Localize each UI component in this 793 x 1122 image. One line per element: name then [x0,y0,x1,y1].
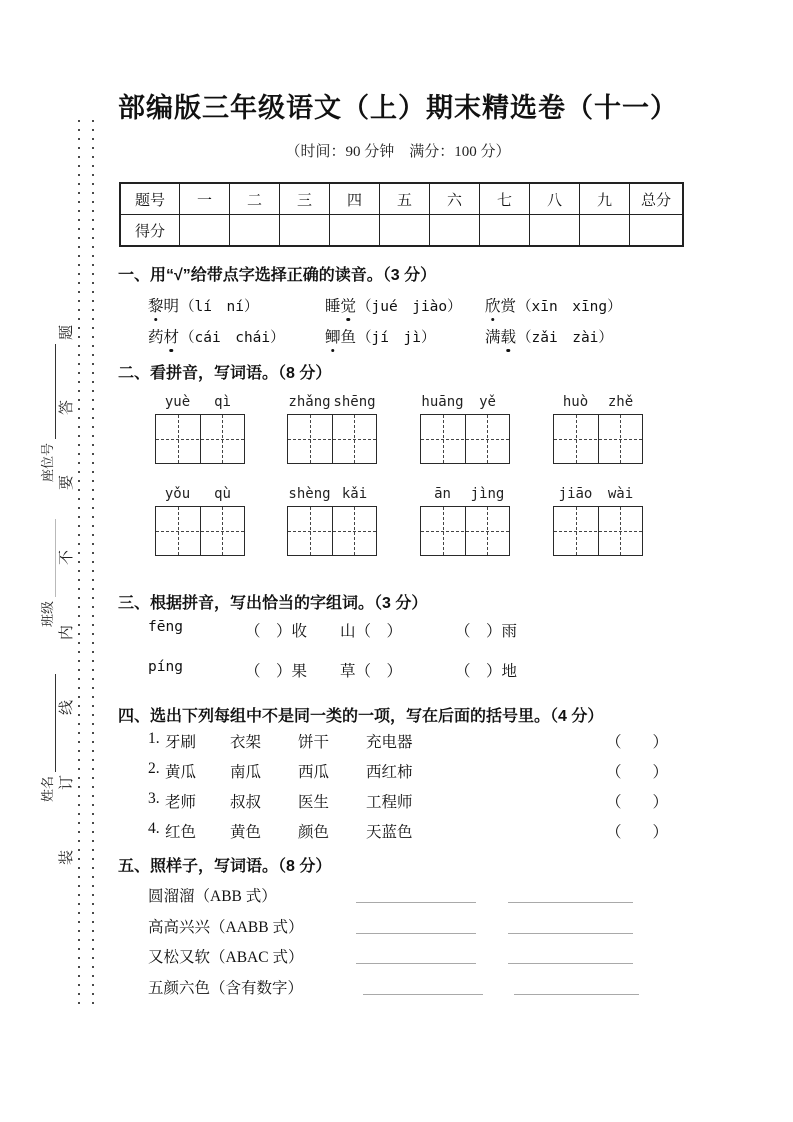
word: 红色 [165,824,197,841]
section4-heading: 四、选出下列每组中不是同一类的一项，写在后面的括号里。（4 分） [118,708,604,725]
score-table-header-cell: 题号 [120,183,180,215]
word: 衣架 [230,734,262,751]
pinyin-write-grid [287,486,377,556]
pinyin-label: zhě [607,394,634,410]
word-blank: （ ）雨 [455,623,518,640]
score-table-header-cell: 七 [480,183,530,215]
pinyin-label: zhǎng [288,394,331,410]
word: 充电器 [366,734,413,751]
writing-grid [420,506,510,556]
score-cell [330,215,380,247]
score-table-header-row [120,183,683,215]
score-table-header-cell: 八 [530,183,580,215]
word-blank: （ ）果 [245,663,308,680]
pinyin-label: huò [562,394,589,410]
score-table-header-cell: 三 [280,183,330,215]
score-cell [430,215,480,247]
pinyin-label: jìng [470,486,505,502]
word-blank: （ ）收 [245,623,308,640]
answer-bracket: （ ） [606,794,669,811]
pinyin-label: wài [607,486,634,502]
score-cell [230,215,280,247]
answer-bracket: （ ） [606,824,669,841]
pinyin-write-grid [553,486,643,556]
pinyin-label: yě [479,394,496,410]
score-cell [280,215,330,247]
writing-grid [420,414,510,464]
section5-item [118,884,684,908]
section4-item [118,790,684,814]
score-row-label: 得分 [120,215,180,247]
pinyin-label: kǎi [341,486,368,502]
word: 老师 [165,794,197,811]
student-name-label: 姓名 [40,775,55,802]
answer-blank [508,884,633,903]
reading-item: 睡觉（jué jiào） [325,294,462,316]
section5-heading: 五、照样子，写词语。（8 分） [118,858,332,875]
word-blank: 草（ ） [340,663,403,680]
section2-heading: 二、看拼音，写词语。（8 分） [118,365,332,382]
score-cell [580,215,630,247]
score-table [119,182,684,247]
example-word: 又松又软（ABAC 式） [148,949,304,966]
example-word: 五颜六色（含有数字） [148,980,304,997]
word: 西瓜 [298,764,330,781]
section4-item [118,820,684,844]
answer-blank [356,884,476,903]
section1-heading: 一、用“√”给带点字选择正确的读音。（3 分） [118,267,437,284]
reading-item: 满载（zǎi zài） [485,325,613,347]
section4-item [118,730,684,754]
seat-number-blank [43,344,56,439]
example-word: 圆溜溜（ABB 式） [148,888,277,905]
score-table-header-cell: 五 [380,183,430,215]
score-cell [180,215,230,247]
seat-number-field [37,338,55,482]
answer-blank [508,915,633,934]
word: 黄色 [230,824,262,841]
section3-row [118,619,684,643]
word: 天蓝色 [366,824,413,841]
section5-item [118,915,684,939]
answer-blank [363,976,483,995]
class-blank [43,519,56,597]
pinyin-write-grid [155,394,245,464]
word: 工程师 [366,794,413,811]
seat-number-label: 座位号 [40,442,55,482]
score-cell [380,215,430,247]
answer-blank [514,976,639,995]
item-number: 1. [148,730,160,747]
section3-row [118,659,684,683]
score-cell [530,215,580,247]
student-name-field [37,670,55,802]
example-word: 高高兴兴（AABB 式） [148,919,304,936]
word: 西红柿 [366,764,413,781]
class-label: 班级 [40,600,55,627]
reading-item: 黎明（lí ní） [148,294,258,316]
answer-bracket: （ ） [606,764,669,781]
writing-grid [155,414,245,464]
score-table-header-cell: 一 [180,183,230,215]
word: 医生 [298,794,330,811]
answer-blank [508,945,633,964]
word: 饼干 [298,734,330,751]
class-field [37,515,55,627]
pinyin-label: ān [434,486,451,502]
reading-item: 药材（cái chái） [148,325,285,347]
pinyin-label: qì [214,394,231,410]
score-table-header-cell: 二 [230,183,280,215]
writing-grid [287,414,377,464]
section3-heading: 三、根据拼音，写出恰当的字组词。（3 分） [118,595,428,612]
word-blank: 山（ ） [340,623,403,640]
pinyin-label: yǒu [164,486,191,502]
pinyin-label: qù [214,486,231,502]
pinyin-label: fēng [148,619,183,635]
answer-blank [356,945,476,964]
pinyin-write-grid [287,394,377,464]
word: 黄瓜 [165,764,197,781]
section4-item [118,760,684,784]
section1-row [118,294,684,318]
binding-dotted-line-left [78,120,80,1008]
pinyin-write-grid [420,486,510,556]
writing-grid [287,506,377,556]
pinyin-label: píng [148,659,183,675]
score-table-score-row [120,215,683,247]
pinyin-label: shèng [288,486,331,502]
word-blank: （ ）地 [455,663,518,680]
word: 牙刷 [165,734,197,751]
pinyin-write-grid [155,486,245,556]
score-table-header-cell: 六 [430,183,480,215]
score-cell [630,215,684,247]
word: 南瓜 [230,764,262,781]
pinyin-write-grid [553,394,643,464]
pinyin-label: jiāo [558,486,593,502]
section5-item [118,945,684,969]
page-title: 部编版三年级语文（上）期末精选卷（十一） [118,93,678,123]
score-table-header-cell: 总分 [630,183,684,215]
binding-line-text: 装订线内不要答题 [59,264,75,865]
pinyin-label: huāng [421,394,464,410]
score-table-header-cell: 四 [330,183,380,215]
item-number: 2. [148,760,160,777]
reading-item: 鲫鱼（jí jì） [325,325,435,347]
item-number: 4. [148,820,160,837]
writing-grid [553,506,643,556]
answer-bracket: （ ） [606,734,669,751]
pinyin-label: yuè [164,394,191,410]
writing-grid [155,506,245,556]
item-number: 3. [148,790,160,807]
section1-row [118,325,684,349]
score-cell [480,215,530,247]
student-name-blank [43,674,56,772]
section5-item [118,976,684,1000]
pinyin-write-grid [420,394,510,464]
page-subtitle: （时间：90 分钟 满分：100 分） [285,144,511,160]
word: 颜色 [298,824,330,841]
answer-blank [356,915,476,934]
reading-item: 欣赏（xīn xīng） [485,294,622,316]
score-table-header-cell: 九 [580,183,630,215]
writing-grid [553,414,643,464]
pinyin-label: shēng [333,394,376,410]
word: 叔叔 [230,794,262,811]
binding-dotted-line-right [92,120,94,1008]
